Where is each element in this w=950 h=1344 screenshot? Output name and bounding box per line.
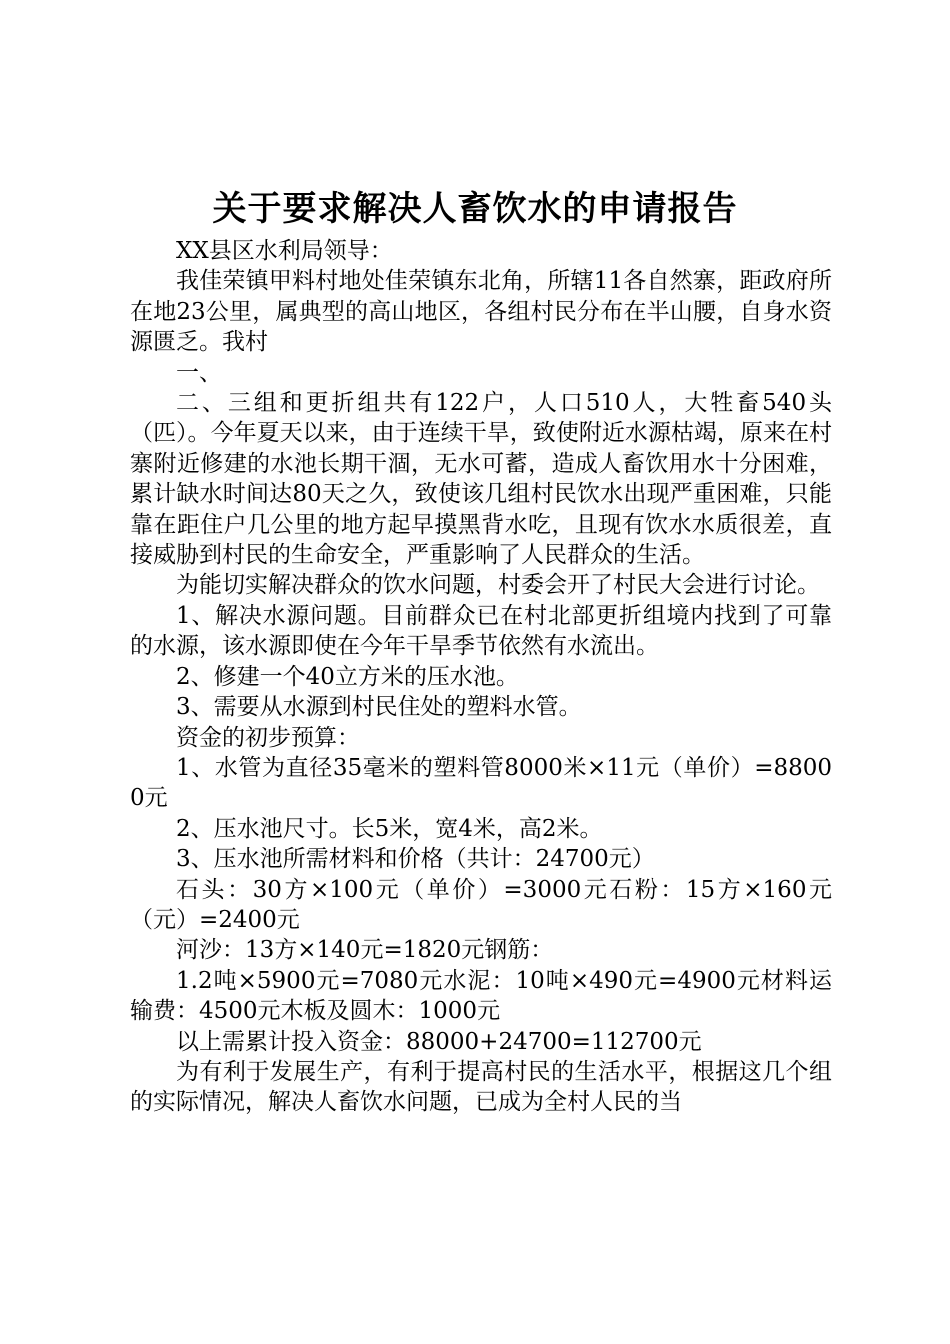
paragraph: 石头：30方×100元（单价）=3000元石粉：15方×160元（元）=2400元 bbox=[130, 876, 832, 933]
document-body bbox=[130, 236, 832, 1118]
paragraph: 2、修建一个40立方米的压水池。 bbox=[176, 663, 519, 690]
paragraph: 以上需累计投入资金：88000+24700=112700元 bbox=[176, 1028, 702, 1055]
paragraph: 二、三组和更折组共有122户，人口510人，大牲畜540头（匹）。今年夏天以来，由于连续干旱，致使附近水源枯竭，原来在村寨附近修建的水池长期干涸，无水可蓄，造成人畜饮用水十分困难，累计缺水时间达80天之久，致使该几组村民饮水出现严重困难，只能靠在距住户几公里的地方起早摸黑背水吃，且现有饮水水质很差，直接威胁到村民的生命安全，严重影响了人民群众的生活。 bbox=[130, 390, 832, 569]
paragraph: 3、需要从水源到村民住处的塑料水管。 bbox=[176, 694, 582, 721]
paragraph: 资金的初步预算： bbox=[176, 724, 360, 751]
paragraph: 我佳荣镇甲料村地处佳荣镇东北角，所辖11各自然寨，距政府所在地23公里，属典型的高山地区，各组村民分布在半山腰，自身水资源匮乏。我村 bbox=[130, 268, 832, 356]
paragraph: 为有利于发展生产，有利于提高村民的生活水平，根据这几个组的实际情况，解决人畜饮水问题，已成为全村人民的当 bbox=[130, 1058, 832, 1116]
paragraph: 为能切实解决群众的饮水问题，村委会开了村民大会进行讨论。 bbox=[176, 572, 820, 599]
paragraph: 2、压水池尺寸。长5米，宽4米，高2米。 bbox=[176, 815, 603, 842]
paragraph: 一、 bbox=[176, 359, 222, 386]
paragraph-salutation: XX县区水利局领导： bbox=[176, 238, 393, 264]
paragraph: 1、水管为直径35毫米的塑料管8000米×11元（单价）=88000元 bbox=[130, 754, 832, 812]
document-title: 关于要求解决人畜饮水的申请报告 bbox=[212, 189, 738, 229]
paragraph: 1.2吨×5900元=7080元水泥：10吨×490元=4900元材料运输费：4500元木板及圆木：1000元 bbox=[130, 967, 832, 1025]
paragraph: 1、解决水源问题。目前群众已在村北部更折组境内找到了可靠的水源，该水源即使在今年干旱季节依然有水流出。 bbox=[130, 602, 832, 660]
paragraph: 3、压水池所需材料和价格（共计：24700元） bbox=[176, 846, 655, 873]
paragraph: 河沙：13方×140元=1820元钢筋： bbox=[176, 937, 554, 964]
